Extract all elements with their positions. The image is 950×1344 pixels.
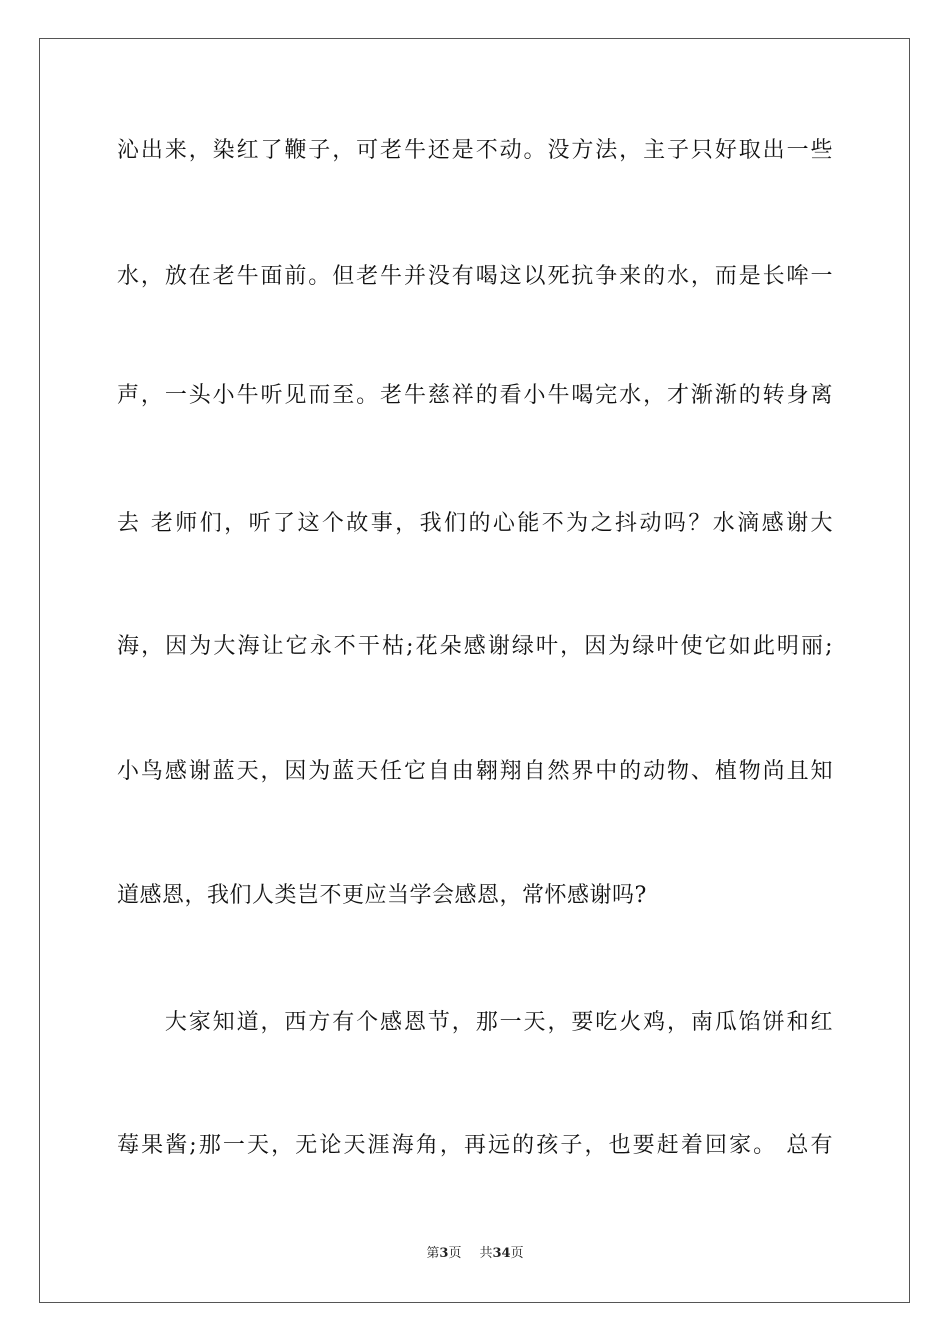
page-suffix: 页 xyxy=(448,1246,462,1261)
text-line-6: 小鸟感谢蓝天，因为蓝天任它自由翱翔自然界中的动物、植物尚且知 xyxy=(117,759,833,784)
text-line-9: 莓果酱;那一天，无论天涯海角，再远的孩子，也要赶着回家。 总有 xyxy=(117,1133,833,1158)
text-line-3: 声，一头小牛听见而至。老牛慈祥的看小牛喝完水，才渐渐的转身离 xyxy=(117,383,833,408)
text-line-8: 大家知道，西方有个感恩节，那一天，要吃火鸡，南瓜馅饼和红 xyxy=(117,1010,833,1035)
page-border xyxy=(39,38,910,1303)
total-suffix: 页 xyxy=(510,1246,524,1261)
text-line-7: 道感恩，我们人类岂不更应当学会感恩，常怀感谢吗? xyxy=(117,883,647,908)
text-line-1: 沁出来，染红了鞭子，可老牛还是不动。没方法，主子只好取出一些 xyxy=(117,138,833,163)
total-pages: 34 xyxy=(492,1246,511,1261)
text-line-4: 去 老师们，听了这个故事，我们的心能不为之抖动吗？水滴感谢大 xyxy=(117,511,833,536)
text-line-5: 海，因为大海让它永不干枯;花朵感谢绿叶，因为绿叶使它如此明丽; xyxy=(117,634,833,659)
page-prefix: 第 xyxy=(426,1246,440,1261)
total-prefix: 共 xyxy=(479,1246,493,1261)
text-line-2: 水，放在老牛面前。但老牛并没有喝这以死抗争来的水，而是长哞一 xyxy=(117,264,833,289)
page-footer xyxy=(0,1242,950,1261)
page-number: 3 xyxy=(439,1246,449,1261)
